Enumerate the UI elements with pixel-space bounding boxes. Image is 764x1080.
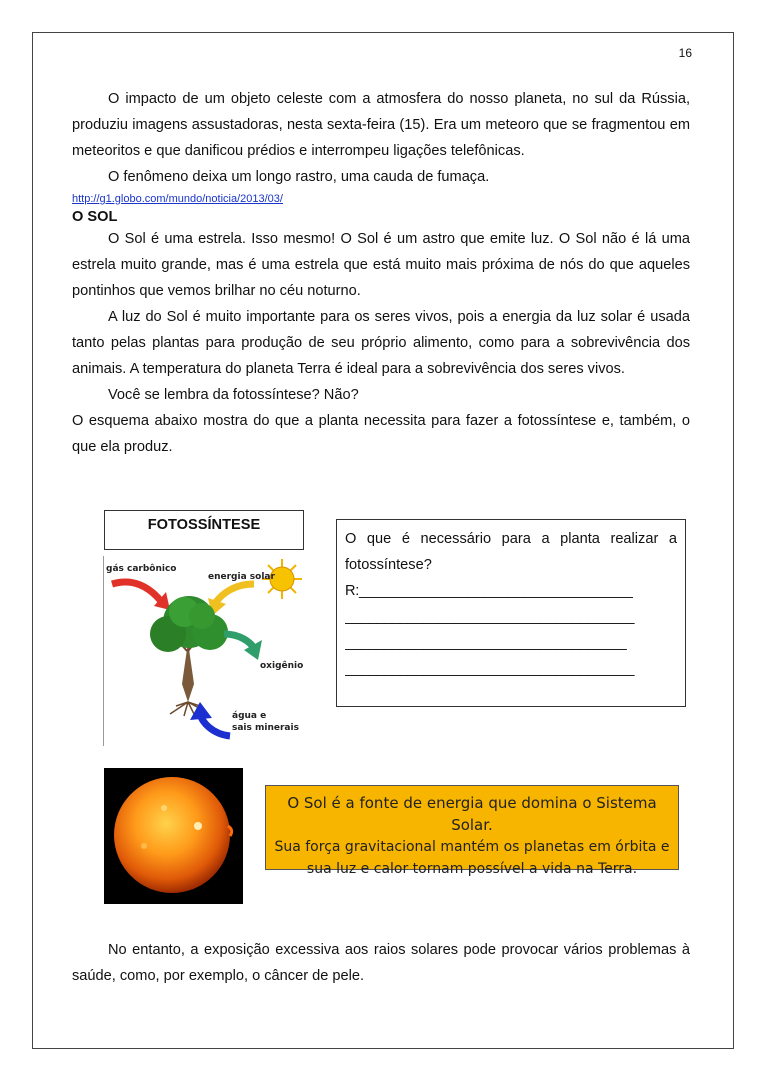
solar-energy-label: energia solar xyxy=(208,572,275,582)
sun-photo xyxy=(104,768,243,904)
page-number: 16 xyxy=(678,46,692,60)
co2-label: gás carbônico xyxy=(106,564,177,574)
exercise-question: O que é necessário para a planta realizar a fotossíntese? xyxy=(345,531,677,573)
sun-question-line: Você se lembra da fotossíntese? Não? xyxy=(108,387,359,403)
solar-arrow-icon xyxy=(216,584,254,602)
closing-section xyxy=(72,937,690,989)
section-heading: O SOL xyxy=(72,209,118,225)
closing-paragraph: No entanto, a exposição excessiva aos raios solares pode provocar vários problemas à saúde, como, por exemplo, o câncer de pele. xyxy=(72,942,690,984)
co2-arrow-icon xyxy=(112,582,160,600)
source-link[interactable]: http://g1.globo.com/mundo/noticia/2013/03/ xyxy=(72,193,283,205)
sun-paragraph-1: O Sol é uma estrela. Isso mesmo! O Sol é um astro que emite luz. O Sol não é lá uma estrela muito grande, mas é uma estrela que está muito mais próxima de nós do que aqueles pontinhos que vemos brilhar no céu noturno. xyxy=(72,231,690,299)
photosynthesis-diagram xyxy=(103,556,306,746)
banner-line-1: O Sol é a fonte de energia que domina o Sistema Solar. xyxy=(287,794,657,834)
answer-line-3[interactable]: ____________________________________ xyxy=(345,635,627,651)
banner-line-3: sua luz e calor tornam possível a vida na Terra. xyxy=(306,861,638,877)
answer-line-4[interactable]: _____________________________________ xyxy=(345,661,635,677)
answer-line-1[interactable]: R:___________________________________ xyxy=(345,583,633,599)
sun-image-icon xyxy=(104,768,243,904)
water-label-line2: sais minerais xyxy=(232,723,299,733)
tree-icon xyxy=(150,596,228,716)
photosynthesis-illustration xyxy=(104,556,306,746)
oxygen-arrow-icon xyxy=(224,634,254,648)
water-label-line1: água e xyxy=(232,711,267,721)
oxygen-label: oxigênio xyxy=(260,661,304,671)
sun-fact-banner xyxy=(265,785,679,877)
answer-line-2[interactable]: _____________________________________ xyxy=(345,609,635,625)
article-paragraph-2: O fenômeno deixa um longo rastro, uma cauda de fumaça. xyxy=(108,169,490,185)
exercise-box xyxy=(336,519,686,707)
banner-line-2: Sua força gravitacional mantém os planetas em órbita e xyxy=(274,839,670,855)
article-paragraph-1: O impacto de um objeto celeste com a atmosfera do nosso planeta, no sul da Rússia, produziu imagens assustadoras, nesta sexta-feira (15). Era um meteoro que se fragmentou em meteoritos e que danificou prédios e interrompeu ligações telefônicas. xyxy=(72,91,690,159)
main-content xyxy=(72,86,690,460)
scheme-intro: O esquema abaixo mostra do que a planta necessita para fazer a fotossíntese e, também, o que ela produz. xyxy=(72,413,690,455)
diagram-title: FOTOSSÍNTESE xyxy=(104,510,304,550)
sun-paragraph-2: A luz do Sol é muito importante para os seres vivos, pois a energia da luz solar é usada tanto pelas plantas para produção de seu próprio alimento, como para a sobrevivência dos animais. A temperatura do planeta Terra é ideal para a sobrevivência dos seres vivos. xyxy=(72,309,690,377)
